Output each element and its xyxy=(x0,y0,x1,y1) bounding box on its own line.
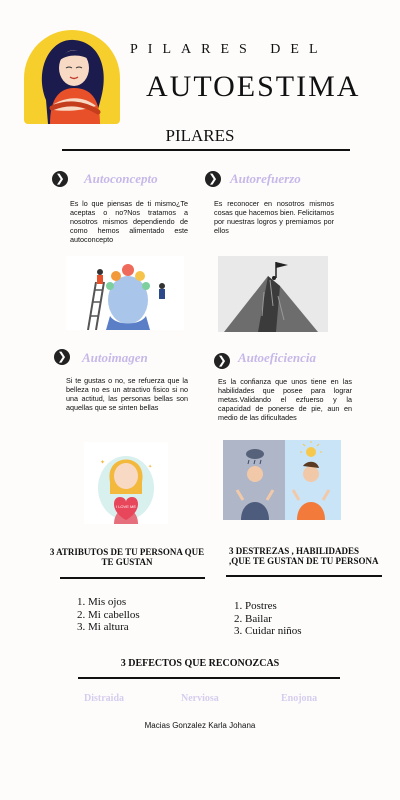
attributes-list xyxy=(66,596,140,634)
pillar-text-autoeficiencia: Es la confianza que unos tiene en las habilidades que posee para lograr metas.Validando el ezfuerso y la capacidad de ponerse de pie, aun en medio de las dificultades xyxy=(218,377,352,422)
list-item: 1. Mis ojos xyxy=(88,596,140,609)
pillar-text-autoimagen: Si te gustas o no, se refuerza que la belleza no es un atractivo fisico si no una actitud, las personas bellas son aquellas que se sinten bellas xyxy=(66,376,188,412)
chevron-right-icon: ❯ xyxy=(214,353,230,369)
skills-divider xyxy=(226,575,382,577)
skills-list xyxy=(223,600,302,638)
chevron-right-icon: ❯ xyxy=(52,171,68,187)
svg-text:✦: ✦ xyxy=(100,460,106,466)
heart-text: I LOVE ME xyxy=(115,504,137,509)
defect-item: Distraida xyxy=(84,693,124,704)
list-item: 2. Mi cabellos xyxy=(88,609,140,622)
defects-divider xyxy=(78,677,340,679)
title-top: PILARES DEL xyxy=(130,42,328,57)
pillar-text-autoconcepto: Es lo que piensas de ti mismo¿Te aceptas o no?Nos tratamos a nosotros mismos dependiendo de como hemos alimentado este autoconcepto xyxy=(70,199,188,244)
list-item: 3. Mi altura xyxy=(88,621,140,634)
chevron-right-icon: ❯ xyxy=(205,171,221,187)
list-item: 1. Postres xyxy=(245,600,302,613)
defect-item: Nerviosa xyxy=(181,693,219,704)
defect-item: Enojona xyxy=(281,693,318,704)
illustration-mountain-flag xyxy=(218,256,328,332)
section-divider xyxy=(62,149,350,151)
illustration-rain-sun xyxy=(223,440,341,520)
svg-text:✦: ✦ xyxy=(148,464,153,470)
page-title: AUTOESTIMA xyxy=(146,70,361,103)
author-name: Macias Gonzalez Karla Johana xyxy=(144,721,256,730)
pillar-title-autoconcepto: Autoconcepto xyxy=(84,171,158,186)
attributes-heading: 3 ATRIBUTOS DE TU PERSONA QUE TE GUSTAN xyxy=(49,547,205,567)
pillar-title-autorefuerzo: Autorefuerzo xyxy=(230,171,301,186)
illustration-flowers-head xyxy=(66,256,184,330)
defects-heading: 3 DEFECTOS QUE RECONOZCAS xyxy=(120,658,280,669)
list-item: 3. Cuidar niños xyxy=(245,625,302,638)
attributes-divider xyxy=(60,577,205,579)
chevron-right-icon: ❯ xyxy=(54,349,70,365)
list-item: 2. Bailar xyxy=(245,613,302,626)
hero-illustration xyxy=(24,30,120,124)
pillar-title-autoimagen: Autoimagen xyxy=(82,350,148,365)
pillar-title-autoeficiencia: Autoeficiencia xyxy=(238,350,316,365)
section-title: PILARES xyxy=(165,126,235,145)
illustration-i-love-me xyxy=(84,442,168,524)
skills-heading: 3 DESTREZAS , HABILIDADES ,QUE TE GUSTAN DE TU PERSONA xyxy=(229,546,379,566)
pillar-text-autorefuerzo: Es reconocer en nosotros mismos cosas que hacemos bien. Felicitamos por nuestras logros y premiamos por ellos xyxy=(214,199,334,235)
